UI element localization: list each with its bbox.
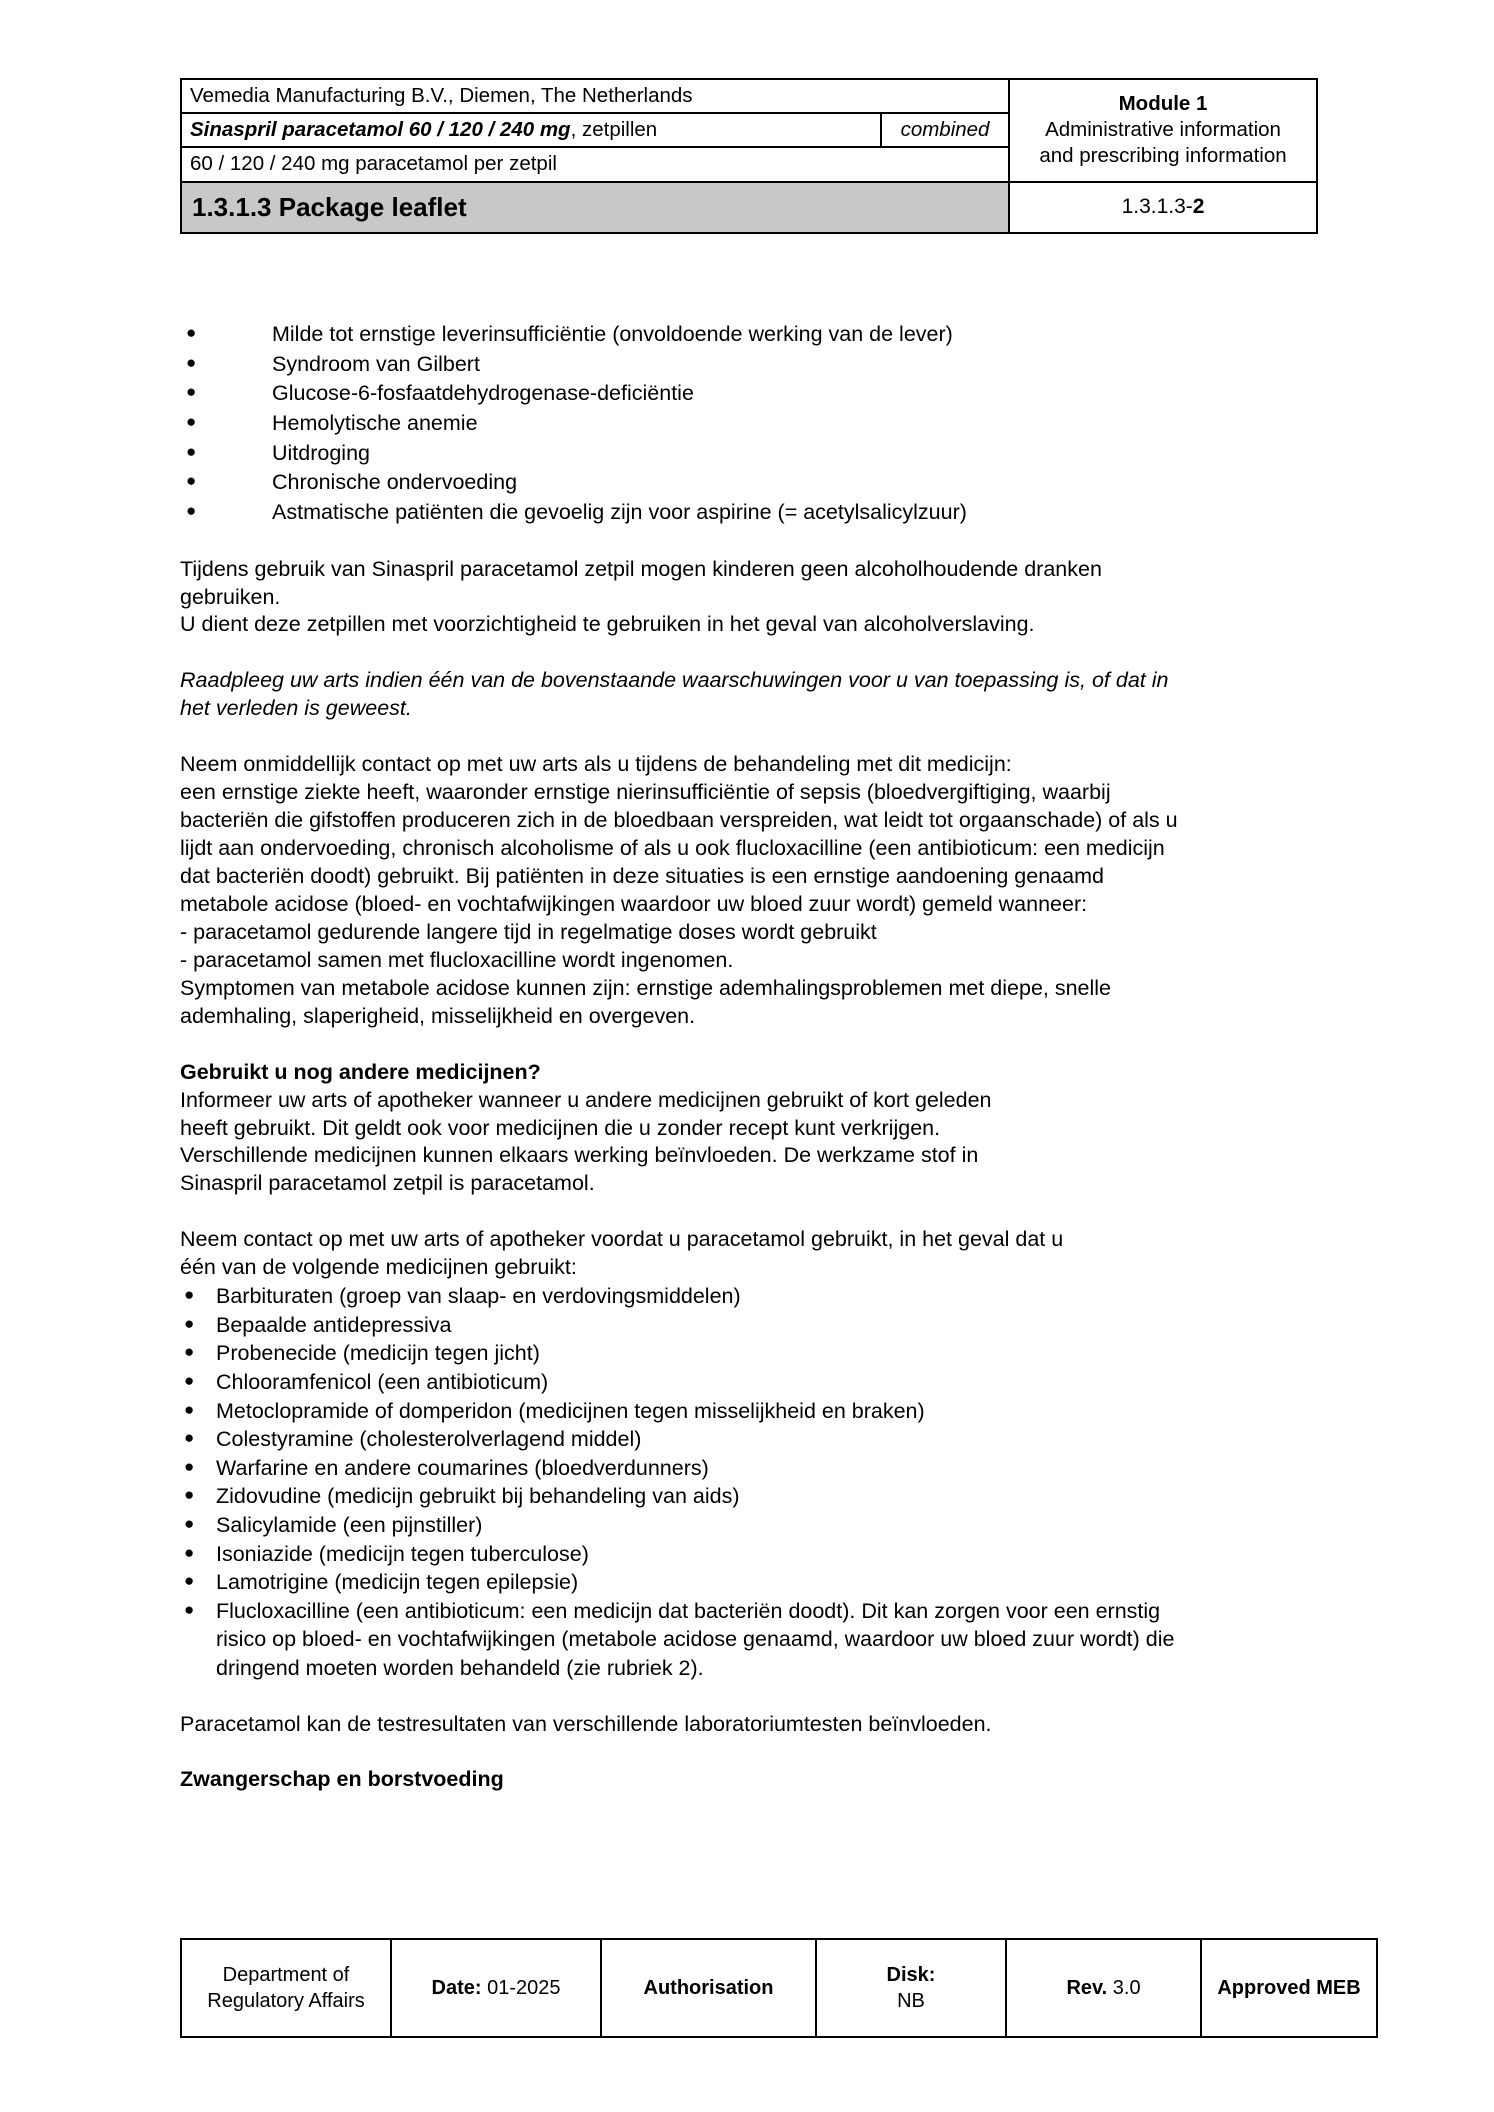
bullet-icon: ● <box>186 382 197 402</box>
other-medicines-heading: Gebruikt u nog andere medicijnen? <box>180 1059 541 1084</box>
conditions-list <box>180 320 1340 528</box>
date-value: 01-2025 <box>481 1977 561 1999</box>
disk-value: NB <box>897 1990 925 2012</box>
list-item <box>180 1311 1340 1340</box>
bullet-icon: ● <box>184 1313 195 1333</box>
advice-line-1: Raadpleeg uw arts indien één van de bovenstaande waarschuwingen voor u van toepassing is, of dat in <box>180 668 1169 693</box>
department-line-1: Department of <box>222 1964 350 1986</box>
list-item <box>180 1368 1340 1397</box>
list-item-label: Warfarine en andere coumarines (bloedverdunners) <box>216 1455 709 1480</box>
footer-authorisation: Authorisation <box>601 1939 816 2037</box>
rev-label: Rev. <box>1066 1977 1108 1999</box>
bullet-icon: ● <box>186 411 197 431</box>
footer-date <box>391 1939 601 2037</box>
contact-line-8: - paracetamol samen met flucloxacilline wordt ingenomen. <box>180 947 734 972</box>
footer-revision <box>1006 1939 1201 2037</box>
list-item-label: Salicylamide (een pijnstiller) <box>216 1512 483 1537</box>
section-number-prefix: 1.3.1.3- <box>1121 194 1193 218</box>
document-footer-table <box>180 1938 1361 2038</box>
list-item <box>180 1425 1340 1454</box>
list-item-label: Isoniazide (medicijn tegen tuberculose) <box>216 1541 589 1566</box>
other-meds-line-1: Informeer uw arts of apotheker wanneer u andere medicijnen gebruikt of kort geleden <box>180 1087 992 1112</box>
list-item <box>180 1339 1340 1368</box>
advice-line-2: het verleden is geweest. <box>180 696 412 721</box>
bullet-icon: ● <box>184 1285 195 1305</box>
section-number <box>1009 182 1317 233</box>
bullet-icon: ● <box>184 1571 195 1591</box>
bullet-icon: ● <box>184 1599 195 1619</box>
list-item <box>180 1568 1340 1597</box>
footer-approved: Approved MEB <box>1201 1939 1377 2037</box>
alcohol-line-2: gebruiken. <box>180 584 281 609</box>
bullet-icon: ● <box>184 1371 195 1390</box>
list-item-label: Chronische ondervoeding <box>272 470 518 495</box>
other-medicines-paragraph <box>180 1087 1340 1199</box>
contact-line-3: bacteriën die gifstoffen produceren zich in de bloedbaan verspreiden, wat leidt tot orgaanschade) of als u <box>180 808 1178 833</box>
list-item-label: Bepaalde antidepressiva <box>216 1312 452 1337</box>
list-item <box>180 439 1340 469</box>
document-header-table <box>180 78 1316 234</box>
product-name <box>181 113 881 147</box>
bullet-icon: ● <box>184 1399 195 1419</box>
lab-tests-paragraph: Paracetamol kan de testresultaten van verschillende laboratoriumtesten beïnvloeden. <box>180 1711 992 1736</box>
list-item <box>180 1540 1340 1569</box>
document-body <box>180 320 1340 1794</box>
medicine-interaction-list <box>180 1282 1340 1682</box>
list-item <box>180 320 1340 350</box>
bullet-icon: ● <box>186 441 197 461</box>
bullet-icon: ● <box>186 323 197 342</box>
footer-disk <box>816 1939 1006 2037</box>
bullet-icon: ● <box>186 352 197 372</box>
other-meds-line-4: Sinaspril paracetamol zetpil is paracetamol. <box>180 1171 595 1196</box>
list-item-label: Astmatische patiënten die gevoelig zijn voor aspirine (= acetylsalicylzuur) <box>272 499 967 524</box>
department-line-2: Regulatory Affairs <box>207 1990 365 2012</box>
contact-line-5: dat bacteriën doodt) gebruikt. Bij patiënten in deze situaties is een ernstige aandoening genaamd <box>180 864 1104 889</box>
pregnancy-heading: Zwangerschap en borstvoeding <box>180 1767 504 1792</box>
other-meds-line-2: heeft gebruikt. Dit geldt ook voor medicijnen die u zonder recept kunt verkrijgen. <box>180 1115 941 1140</box>
list-item-label: Barbituraten (groep van slaap- en verdovingsmiddelen) <box>216 1284 741 1309</box>
bullet-icon: ● <box>184 1513 195 1533</box>
list-item-label: Zidovudine (medicijn gebruikt bij behandeling van aids) <box>216 1484 740 1509</box>
module-line-1: Administrative information <box>1045 118 1281 142</box>
before-list-line-2: één van de volgende medicijnen gebruikt: <box>180 1255 577 1280</box>
list-item-label: Metoclopramide of domperidon (medicijnen tegen misselijkheid en braken) <box>216 1398 925 1423</box>
list-item <box>180 498 1340 528</box>
disk-label: Disk: <box>886 1964 936 1986</box>
list-item <box>180 350 1340 380</box>
strength-text: 60 / 120 / 240 mg paracetamol per zetpil <box>181 147 1009 181</box>
list-item <box>180 379 1340 409</box>
contact-line-6: metabole acidose (bloed- en vochtafwijkingen waardoor uw bloed zuur wordt) gemeld wanneer: <box>180 891 1088 916</box>
advice-paragraph <box>180 667 1340 723</box>
list-item <box>180 1597 1340 1683</box>
footer-row <box>181 1939 1377 2037</box>
header-row-company <box>181 79 1317 113</box>
header-row-section <box>181 182 1317 233</box>
contact-line-4: lijdt aan ondervoeding, chronisch alcoholisme of als u ook flucloxacilline (een antibioticum: een medicijn <box>180 836 1165 861</box>
list-item-label: Syndroom van Gilbert <box>272 351 480 376</box>
other-meds-line-3: Verschillende medicijnen kunnen elkaars werking beïnvloeden. De werkzame stof in <box>180 1143 979 1168</box>
contact-line-10: ademhaling, slaperigheid, misselijkheid en overgeven. <box>180 1003 696 1028</box>
combined-label: combined <box>881 113 1009 147</box>
section-number-bold: 2 <box>1192 194 1205 218</box>
list-item-label: Chlooramfenicol (een antibioticum) <box>216 1370 549 1394</box>
contact-line-9: Symptomen van metabole acidose kunnen zijn: ernstige ademhalingsproblemen met diepe, snelle <box>180 975 1112 1000</box>
module-line-2: and prescribing information <box>1039 144 1287 168</box>
rev-value: 3.0 <box>1107 1977 1141 1999</box>
before-list-paragraph <box>180 1226 1340 1282</box>
contact-paragraph <box>180 751 1340 1030</box>
list-item-label-cont-1: risico op bloed- en vochtafwijkingen (metabole acidose genaamd, waardoor uw bloed zuur wordt) die <box>216 1627 1175 1652</box>
bullet-icon: ● <box>184 1428 195 1448</box>
list-item-label: Milde tot ernstige leverinsufficiëntie (onvoldoende werking van de lever) <box>272 322 953 346</box>
bullet-icon: ● <box>184 1542 195 1562</box>
list-item <box>180 409 1340 439</box>
list-item-label: Flucloxacilline (een antibioticum: een medicijn dat bacteriën doodt). Dit kan zorgen voor een ernstig <box>216 1598 1161 1623</box>
list-item-label: Probenecide (medicijn tegen jicht) <box>216 1341 540 1366</box>
list-item <box>180 468 1340 498</box>
contact-line-7: - paracetamol gedurende langere tijd in regelmatige doses wordt gebruikt <box>180 919 877 944</box>
product-name-bold: Sinaspril paracetamol 60 / 120 / 240 mg <box>190 118 571 142</box>
list-item-label: Lamotrigine (medicijn tegen epilepsie) <box>216 1570 579 1595</box>
list-item <box>180 1397 1340 1426</box>
bullet-icon: ● <box>186 471 197 491</box>
bullet-icon: ● <box>184 1342 195 1362</box>
list-item-label: Colestyramine (cholesterolverlagend middel) <box>216 1427 642 1452</box>
before-list-line-1: Neem contact op met uw arts of apotheker voordat u paracetamol gebruikt, in het geval dat u <box>180 1227 1064 1252</box>
alcohol-line-3: U dient deze zetpillen met voorzichtigheid te gebruiken in het geval van alcoholverslaving. <box>180 612 1035 637</box>
module-title: Module 1 <box>1118 92 1208 115</box>
footer-department <box>181 1939 391 2037</box>
list-item <box>180 1482 1340 1511</box>
bullet-icon: ● <box>184 1456 195 1476</box>
contact-line-1: Neem onmiddellijk contact op met uw arts als u tijdens de behandeling met dit medicijn: <box>180 752 1012 777</box>
alcohol-line-1: Tijdens gebruik van Sinaspril paracetamol zetpil mogen kinderen geen alcoholhoudende dranken <box>180 556 1102 581</box>
list-item <box>180 1511 1340 1540</box>
list-item-label: Uitdroging <box>272 440 370 465</box>
list-item-label: Glucose-6-fosfaatdehydrogenase-deficiëntie <box>272 381 694 406</box>
list-item-label-cont-2: dringend moeten worden behandeld (zie rubriek 2). <box>216 1655 704 1680</box>
section-title: 1.3.1.3 Package leaflet <box>181 182 1009 233</box>
alcohol-paragraph <box>180 556 1340 640</box>
date-label: Date: <box>431 1977 482 1999</box>
contact-line-2: een ernstige ziekte heeft, waaronder ernstige nierinsufficiëntie of sepsis (bloedvergiftiging, waarbij <box>180 780 1111 805</box>
bullet-icon: ● <box>186 500 197 520</box>
list-item <box>180 1454 1340 1483</box>
list-item <box>180 1282 1340 1311</box>
bullet-icon: ● <box>184 1485 195 1505</box>
list-item-label: Hemolytische anemie <box>272 410 478 435</box>
module-cell <box>1009 79 1317 182</box>
product-name-rest: , zetpillen <box>570 118 658 142</box>
company-name: Vemedia Manufacturing B.V., Diemen, The Netherlands <box>181 79 1009 113</box>
